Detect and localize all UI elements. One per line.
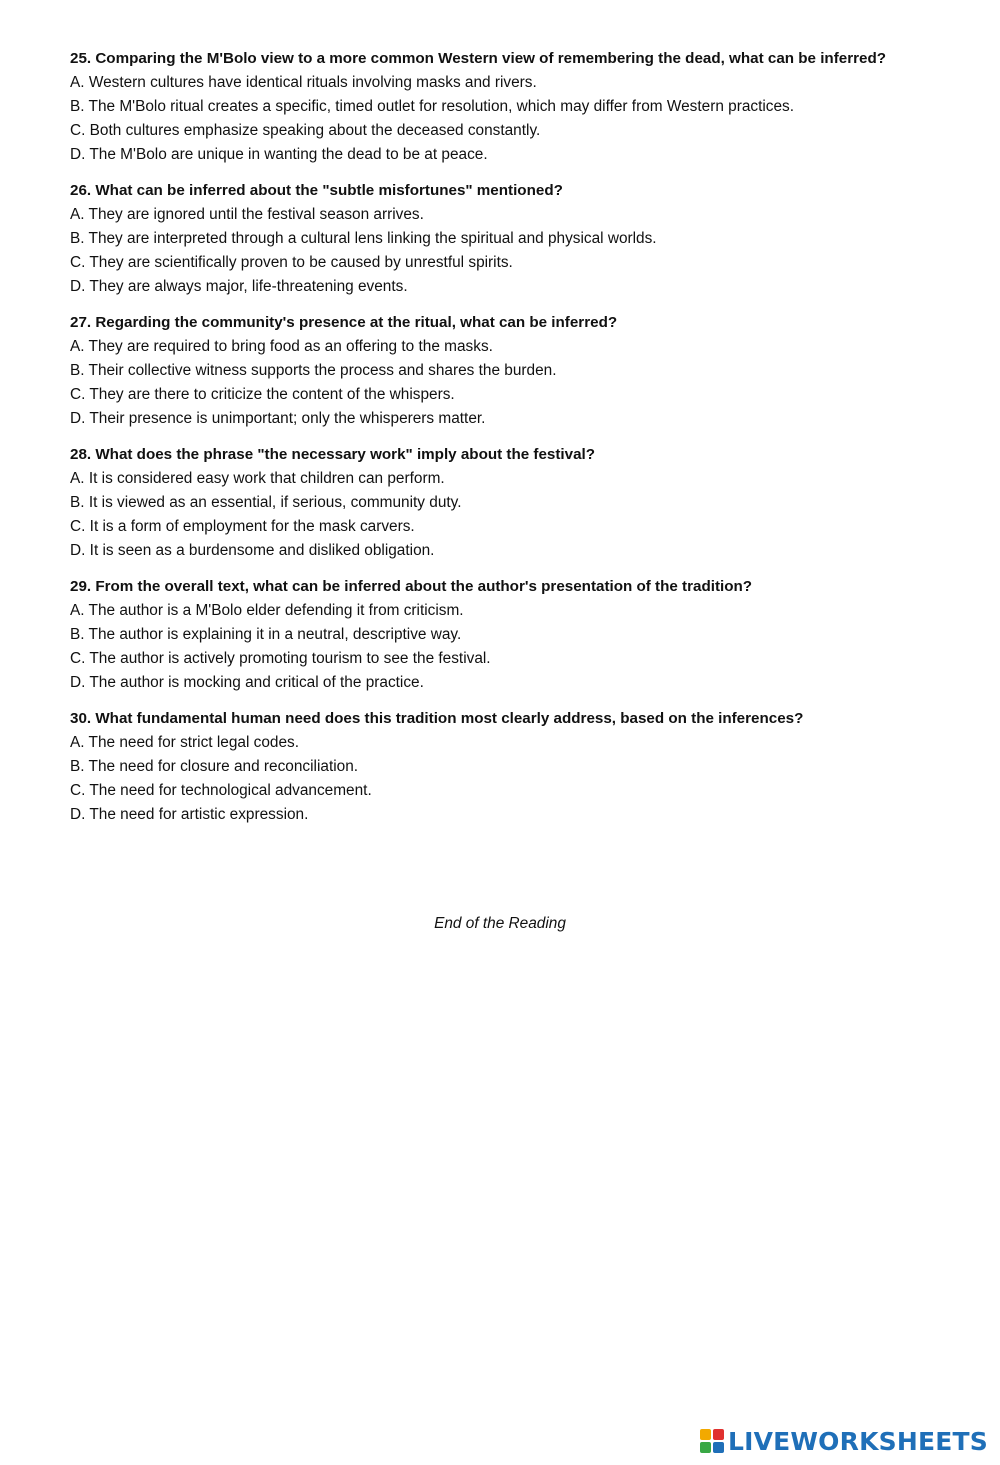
answer-option-a: A. The author is a M'Bolo elder defending it from criticism.	[70, 602, 464, 619]
answer-option-a: A. The need for strict legal codes.	[70, 734, 299, 751]
question-title: 26. What can be inferred about the "subtle misfortunes" mentioned?	[70, 182, 563, 199]
answer-option-b: B. The need for closure and reconciliation.	[70, 758, 359, 775]
answer-option-c: C. The author is actively promoting tourism to see the festival.	[70, 650, 491, 667]
question-28	[70, 443, 970, 563]
question-title: 29. From the overall text, what can be inferred about the author's presentation of the tradition?	[70, 578, 753, 595]
answer-option-a: A. They are required to bring food as an offering to the masks.	[70, 338, 493, 355]
answer-option-b: B. The M'Bolo ritual creates a specific, timed outlet for resolution, which may differ from Western practices.	[70, 98, 795, 115]
question-title: 30. What fundamental human need does this tradition most clearly address, based on the inferences?	[70, 710, 804, 727]
question-title: 28. What does the phrase "the necessary work" imply about the festival?	[70, 446, 596, 463]
answer-option-b: B. The author is explaining it in a neutral, descriptive way.	[70, 626, 462, 643]
answer-option-c: C. It is a form of employment for the mask carvers.	[70, 518, 415, 535]
answer-option-d: D. It is seen as a burdensome and disliked obligation.	[70, 542, 435, 559]
answer-option-d: D. Their presence is unimportant; only the whisperers matter.	[70, 410, 486, 427]
liveworksheets-wordmark: LIVEWORKSHEETS	[727, 1426, 988, 1456]
answer-option-c: C. They are scientifically proven to be caused by unrestful spirits.	[70, 254, 513, 271]
question-title: 25. Comparing the M'Bolo view to a more common Western view of remembering the dead, what can be inferred?	[70, 50, 887, 67]
question-title: 27. Regarding the community's presence at the ritual, what can be inferred?	[70, 314, 618, 331]
question-25	[70, 47, 970, 167]
answer-option-d: D. The M'Bolo are unique in wanting the dead to be at peace.	[70, 146, 488, 163]
liveworksheets-brand	[700, 1424, 988, 1458]
answer-option-d: D. They are always major, life-threatening events.	[70, 278, 408, 295]
question-30	[70, 707, 970, 827]
question-26	[70, 179, 970, 299]
question-27	[70, 311, 970, 431]
answer-option-b: B. It is viewed as an essential, if serious, community duty.	[70, 494, 462, 511]
answer-option-b: B. Their collective witness supports the process and shares the burden.	[70, 362, 557, 379]
question-list	[70, 47, 970, 839]
answer-option-a: A. It is considered easy work that children can perform.	[70, 470, 445, 487]
answer-option-c: C. They are there to criticize the content of the whispers.	[70, 386, 455, 403]
question-29	[70, 575, 970, 695]
answer-option-a: A. Western cultures have identical rituals involving masks and rivers.	[70, 74, 537, 91]
liveworksheets-logo-icon	[700, 1429, 724, 1453]
answer-option-d: D. The need for artistic expression.	[70, 806, 309, 823]
end-of-reading-note: End of the Reading	[434, 915, 566, 932]
answer-option-d: D. The author is mocking and critical of the practice.	[70, 674, 424, 691]
answer-option-a: A. They are ignored until the festival season arrives.	[70, 206, 424, 223]
answer-option-c: C. The need for technological advancement.	[70, 782, 372, 799]
answer-option-c: C. Both cultures emphasize speaking about the deceased constantly.	[70, 122, 541, 139]
answer-option-b: B. They are interpreted through a cultural lens linking the spiritual and physical worlds.	[70, 230, 657, 247]
